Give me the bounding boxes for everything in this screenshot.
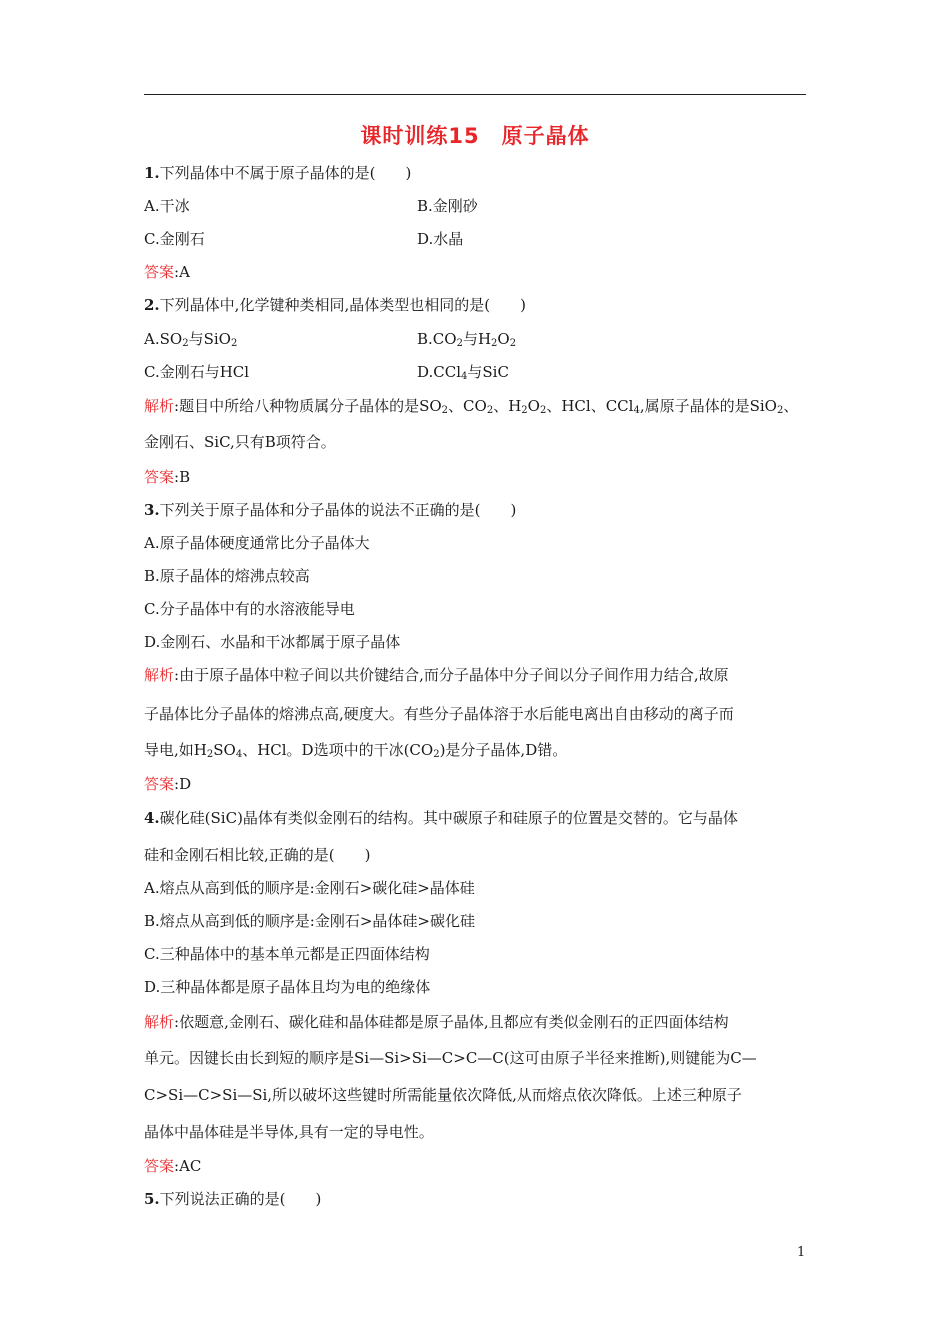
q2-analysis-line-2: 金刚石、SiC,只有B项符合。: [144, 433, 336, 451]
q4-analysis-line-4: 晶体中晶体硅是半导体,具有一定的导电性。: [144, 1123, 434, 1141]
q3-analysis-line-1: 解析:由于原子晶体中粒子间以共价键结合,而分子晶体中分子间以分子间作用力结合,故原: [144, 666, 729, 684]
q2-options-row-2: C.金刚石与HCl D.CCl$_4$与SiC: [144, 363, 509, 382]
q3-answer: 答案:D: [144, 775, 192, 793]
q4-analysis-line-2: 单元。因键长由长到短的顺序是Si—Si>Si—C>C—C(这可由原子半径来推断),则键能为C—: [144, 1049, 757, 1067]
q2-option-b: $B.CO_2$与$H_2O_2$: [417, 330, 517, 349]
question-3: 3.下列关于原子晶体和分子晶体的说法不正确的是( ): [144, 501, 517, 519]
q2-option-d: D.CCl$_4$与SiC: [417, 363, 509, 382]
q2-options-row-1: [144, 329, 517, 349]
q4-analysis-line-3: C>Si—C>Si—Si,所以破坏这些键时所需能量依次降低,从而熔点依次降低。上述三种原子: [144, 1086, 742, 1104]
q2-analysis-line-1: 解析:题目中所给八种物质属分子晶体的是$SO_2$、$CO_2$、$H_2O_2$、HCl、CCl$_4$,属原子晶体的是SiO$_2$、: [144, 397, 799, 416]
page-number: 1: [797, 1245, 806, 1260]
q3-analysis-line-2: 子晶体比分子晶体的熔沸点高,硬度大。有些分子晶体溶于水后能电离出自由移动的离子而: [144, 705, 734, 723]
q4-option-c: C.三种晶体中的基本单元都是正四面体结构: [144, 945, 430, 963]
q4-answer: 答案:AC: [144, 1157, 202, 1175]
question-5: 5.下列说法正确的是( ): [144, 1190, 322, 1208]
q1-options-row-1: A.干冰 B.金刚砂: [144, 197, 478, 215]
page-title: 课时训练15 原子晶体: [360, 124, 590, 148]
question-4-line-2: 硅和金刚石相比较,正确的是( ): [144, 846, 371, 864]
q3-option-b: B.原子晶体的熔沸点较高: [144, 567, 310, 585]
question-2: 2.下列晶体中,化学键种类相同,晶体类型也相同的是( ): [144, 296, 526, 314]
q4-option-d: D.三种晶体都是原子晶体且均为电的绝缘体: [144, 978, 431, 996]
q3-option-d: D.金刚石、水晶和干冰都属于原子晶体: [144, 633, 401, 651]
q4-option-b: B.熔点从高到低的顺序是:金刚石>晶体硅>碳化硅: [144, 912, 475, 930]
q2-answer: 答案:B: [144, 468, 191, 486]
header-rule: [144, 94, 806, 95]
q1-answer: 答案:A: [144, 263, 190, 281]
q3-analysis-line-3: 导电,如$H_2SO_4$、HCl。D选项中的干冰$(CO_2)$是分子晶体,D错。: [144, 741, 568, 760]
question-1: 1.下列晶体中不属于原子晶体的是( ): [144, 164, 412, 182]
question-4-line-1: 4.碳化硅(SiC)晶体有类似金刚石的结构。其中碳原子和硅原子的位置是交替的。它与晶体: [144, 809, 738, 827]
q4-option-a: A.熔点从高到低的顺序是:金刚石>碳化硅>晶体硅: [144, 879, 475, 897]
q3-option-c: C.分子晶体中有的水溶液能导电: [144, 600, 355, 618]
q2-option-a: $A.SO_2$与SiO$_2$: [144, 330, 238, 349]
q1-options-row-2: C.金刚石 D.水晶: [144, 230, 464, 248]
q3-option-a: A.原子晶体硬度通常比分子晶体大: [144, 534, 370, 552]
q4-analysis-line-1: 解析:依题意,金刚石、碳化硅和晶体硅都是原子晶体,且都应有类似金刚石的正四面体结构: [144, 1013, 729, 1031]
